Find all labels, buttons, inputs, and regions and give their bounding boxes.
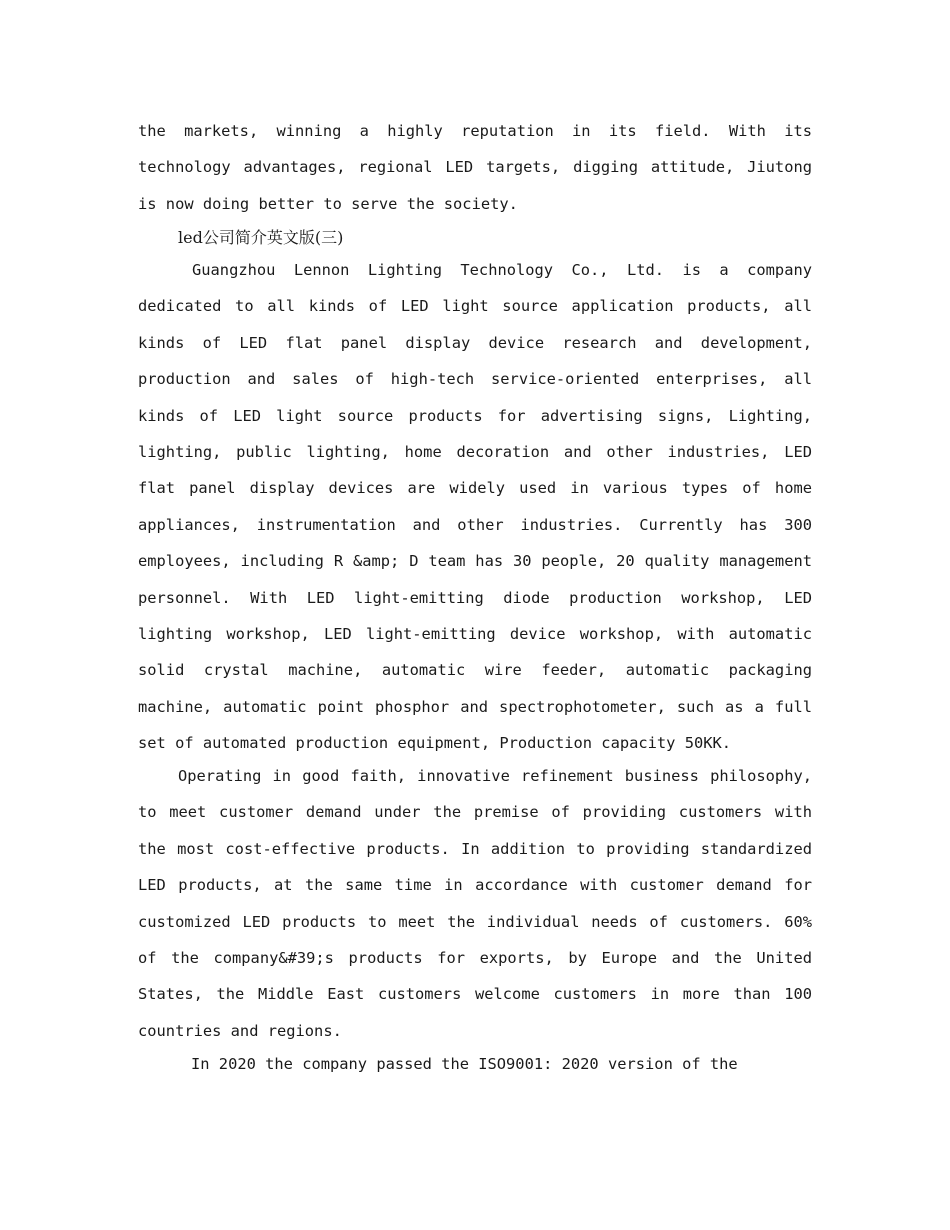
- paragraph-iso-certification: In 2020 the company passed the ISO9001: 2020 version of the: [191, 1055, 738, 1073]
- paragraph-business-philosophy: Operating in good faith, innovative refinement business philosophy, to meet customer demand under the premise of providing customers with the most cost-effective products. In addition to providing standardized LED products, at the same time in accordance with customer demand for customized LED products to meet the individual needs of customers. 60% of the company&#39;s products for exports, by Europe and the United States, the Middle East customers welcome customers in more than 100 countries and regions.: [138, 767, 812, 1040]
- paragraph-continued: the markets, winning a highly reputation in its field. With its technology advantages, regional LED targets, digging attitude, Jiutong is now doing better to serve the society.: [138, 122, 812, 213]
- section-heading: led公司简介英文版(三): [178, 228, 344, 247]
- paragraph-company-intro: Guangzhou Lennon Lighting Technology Co., Ltd. is a company dedicated to all kinds of LED light source application products, all kinds of LED flat panel display device research and development, production and sales of high-tech service-oriented enterprises, all kinds of LED light source products for advertising signs, Lighting, lighting, public lighting, home decoration and other industries, LED flat panel display devices are widely used in various types of home appliances, instrumentation and other industries. Currently has 300 employees, including R &amp; D team has 30 people, 20 quality management personnel. With LED light-emitting diode production workshop, LED lighting workshop, LED light-emitting device workshop, with automatic solid crystal machine, automatic wire feeder, automatic packaging machine, automatic point phosphor and spectrophotometer, such as a full set of automated production equipment, Production capacity 50KK.: [138, 261, 812, 753]
